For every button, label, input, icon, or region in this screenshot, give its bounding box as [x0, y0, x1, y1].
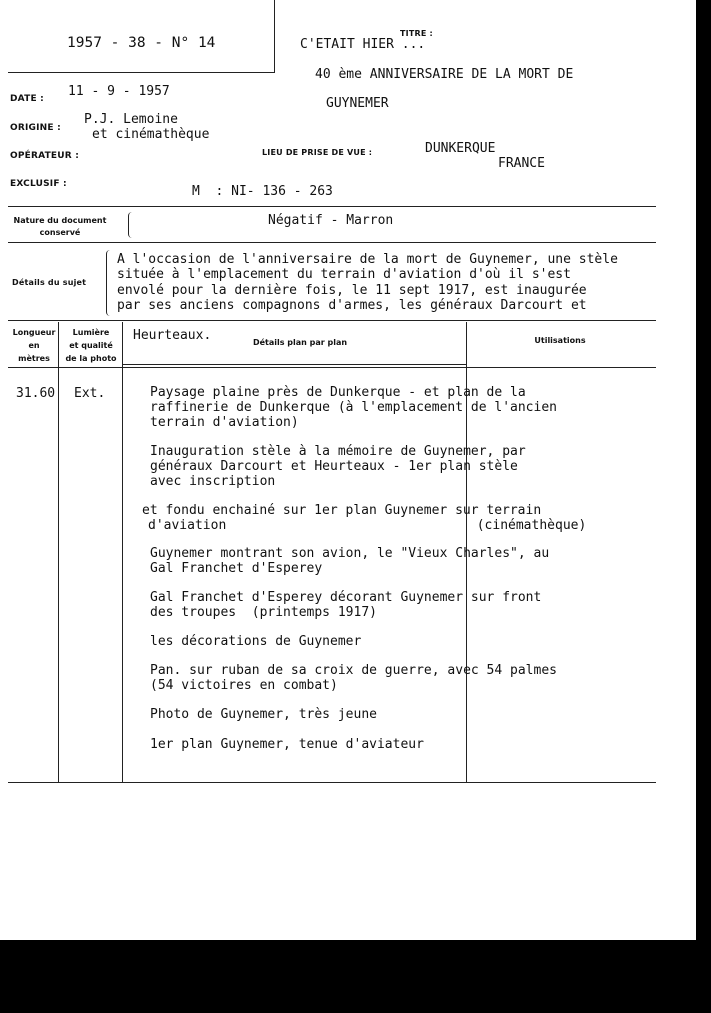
scan-edge-bottom	[0, 940, 711, 1013]
operateur-label: OPÉRATEUR :	[10, 151, 80, 161]
shot-1-line-1: Paysage plaine près de Dunkerque - et plan de la	[150, 385, 526, 400]
origine-label: ORIGINE :	[10, 123, 61, 133]
lieu-country: FRANCE	[498, 156, 545, 171]
shot-5-line-2: des troupes (printemps 1917)	[150, 605, 377, 620]
nature-brace	[128, 212, 133, 238]
header-longueur-3: mètres	[18, 354, 50, 363]
subject-line-4: par ses anciens compagnons d'armes, les généraux Darcourt et	[117, 298, 587, 313]
shot-6-line-1: les décorations de Guynemer	[150, 634, 362, 649]
shot-2-line-2: généraux Darcourt et Heurteaux - 1er plan stèle	[150, 459, 518, 474]
exclusif-label: EXCLUSIF :	[10, 179, 67, 189]
header-longueur-1: Longueur	[12, 328, 56, 337]
title-line-1: C'ETAIT HIER ...	[300, 37, 426, 52]
lieu-label: LIEU DE PRISE DE VUE :	[262, 148, 373, 157]
details-brace	[106, 250, 111, 316]
origine-line-1: P.J. Lemoine	[84, 112, 178, 127]
reference-number: 1957 - 38 - N° 14	[67, 35, 216, 51]
date-value: 11 - 9 - 1957	[68, 84, 170, 99]
shot-2-line-3: avec inscription	[150, 474, 276, 489]
shot-3-line-2: d'aviation (cinémathèque)	[148, 518, 587, 533]
shot-5-line-1: Gal Franchet d'Esperey décorant Guynemer sur front	[150, 590, 542, 605]
header-longueur-2: en	[28, 341, 40, 350]
nature-value: Négatif - Marron	[268, 213, 394, 228]
titre-label: TITRE :	[400, 29, 433, 38]
header-details-plan: Détails plan par plan	[252, 338, 348, 347]
divider-table-header-inner	[122, 364, 467, 365]
scan-edge-right	[696, 0, 711, 945]
shot-1-line-2: raffinerie de Dunkerque (à l'emplacement de l'ancien	[150, 400, 557, 415]
reference-box-right	[274, 0, 275, 72]
title-line-2: 40 ème ANNIVERSAIRE DE LA MORT DE	[315, 67, 574, 82]
details-sujet-label: Détails du sujet	[12, 278, 87, 287]
header-utilisations: Utilisations	[534, 336, 586, 345]
header-lumiere-3: de la photo	[65, 354, 117, 363]
shot-7-line-2: (54 victoires en combat)	[150, 678, 338, 693]
shot-4-line-2: Gal Franchet d'Esperey	[150, 561, 323, 576]
header-lumiere-2: et qualité	[69, 341, 113, 350]
subject-continuation: Heurteaux.	[133, 328, 212, 343]
shot-8-line-1: Photo de Guynemer, très jeune	[150, 707, 377, 722]
shot-2-line-1: Inauguration stèle à la mémoire de Guynemer, par	[150, 444, 526, 459]
lieu-city: DUNKERQUE	[425, 141, 496, 156]
shot-1-line-3: terrain d'aviation)	[150, 415, 299, 430]
shot-3-line-1: et fondu enchainé sur 1er plan Guynemer sur terrain	[142, 503, 542, 518]
divider-subject	[8, 320, 656, 321]
subject-line-1: A l'occasion de l'anniversaire de la mort de Guynemer, une stèle	[117, 252, 618, 267]
date-label: DATE :	[10, 94, 44, 104]
reference-box-bottom	[8, 72, 275, 73]
light-value: Ext.	[74, 386, 106, 401]
divider-nature	[8, 242, 656, 243]
origine-line-2: et cinémathèque	[92, 127, 210, 142]
header-lumiere-1: Lumière	[72, 328, 110, 337]
nature-label-line-1: Nature du document	[13, 216, 107, 225]
shot-7-line-1: Pan. sur ruban de sa croix de guerre, avec 54 palmes	[150, 663, 557, 678]
divider-fields	[8, 206, 656, 207]
subject-line-2: située à l'emplacement du terrain d'aviation d'où il s'est	[117, 267, 571, 282]
table-bottom-rule	[8, 782, 656, 783]
column-line-2	[122, 322, 123, 782]
shot-9-line-1: 1er plan Guynemer, tenue d'aviateur	[150, 737, 424, 752]
column-line-1	[58, 322, 59, 782]
length-value: 31.60	[16, 386, 56, 401]
divider-table-header	[8, 367, 656, 368]
subject-line-3: envolé pour la dernière fois, le 11 sept 1917, est inaugurée	[117, 283, 587, 298]
shot-4-line-1: Guynemer montrant son avion, le "Vieux Charles", au	[150, 546, 550, 561]
nature-label-line-2: conservé	[39, 228, 81, 237]
m-number: M : NI- 136 - 263	[192, 184, 333, 199]
title-line-3: GUYNEMER	[326, 96, 389, 111]
